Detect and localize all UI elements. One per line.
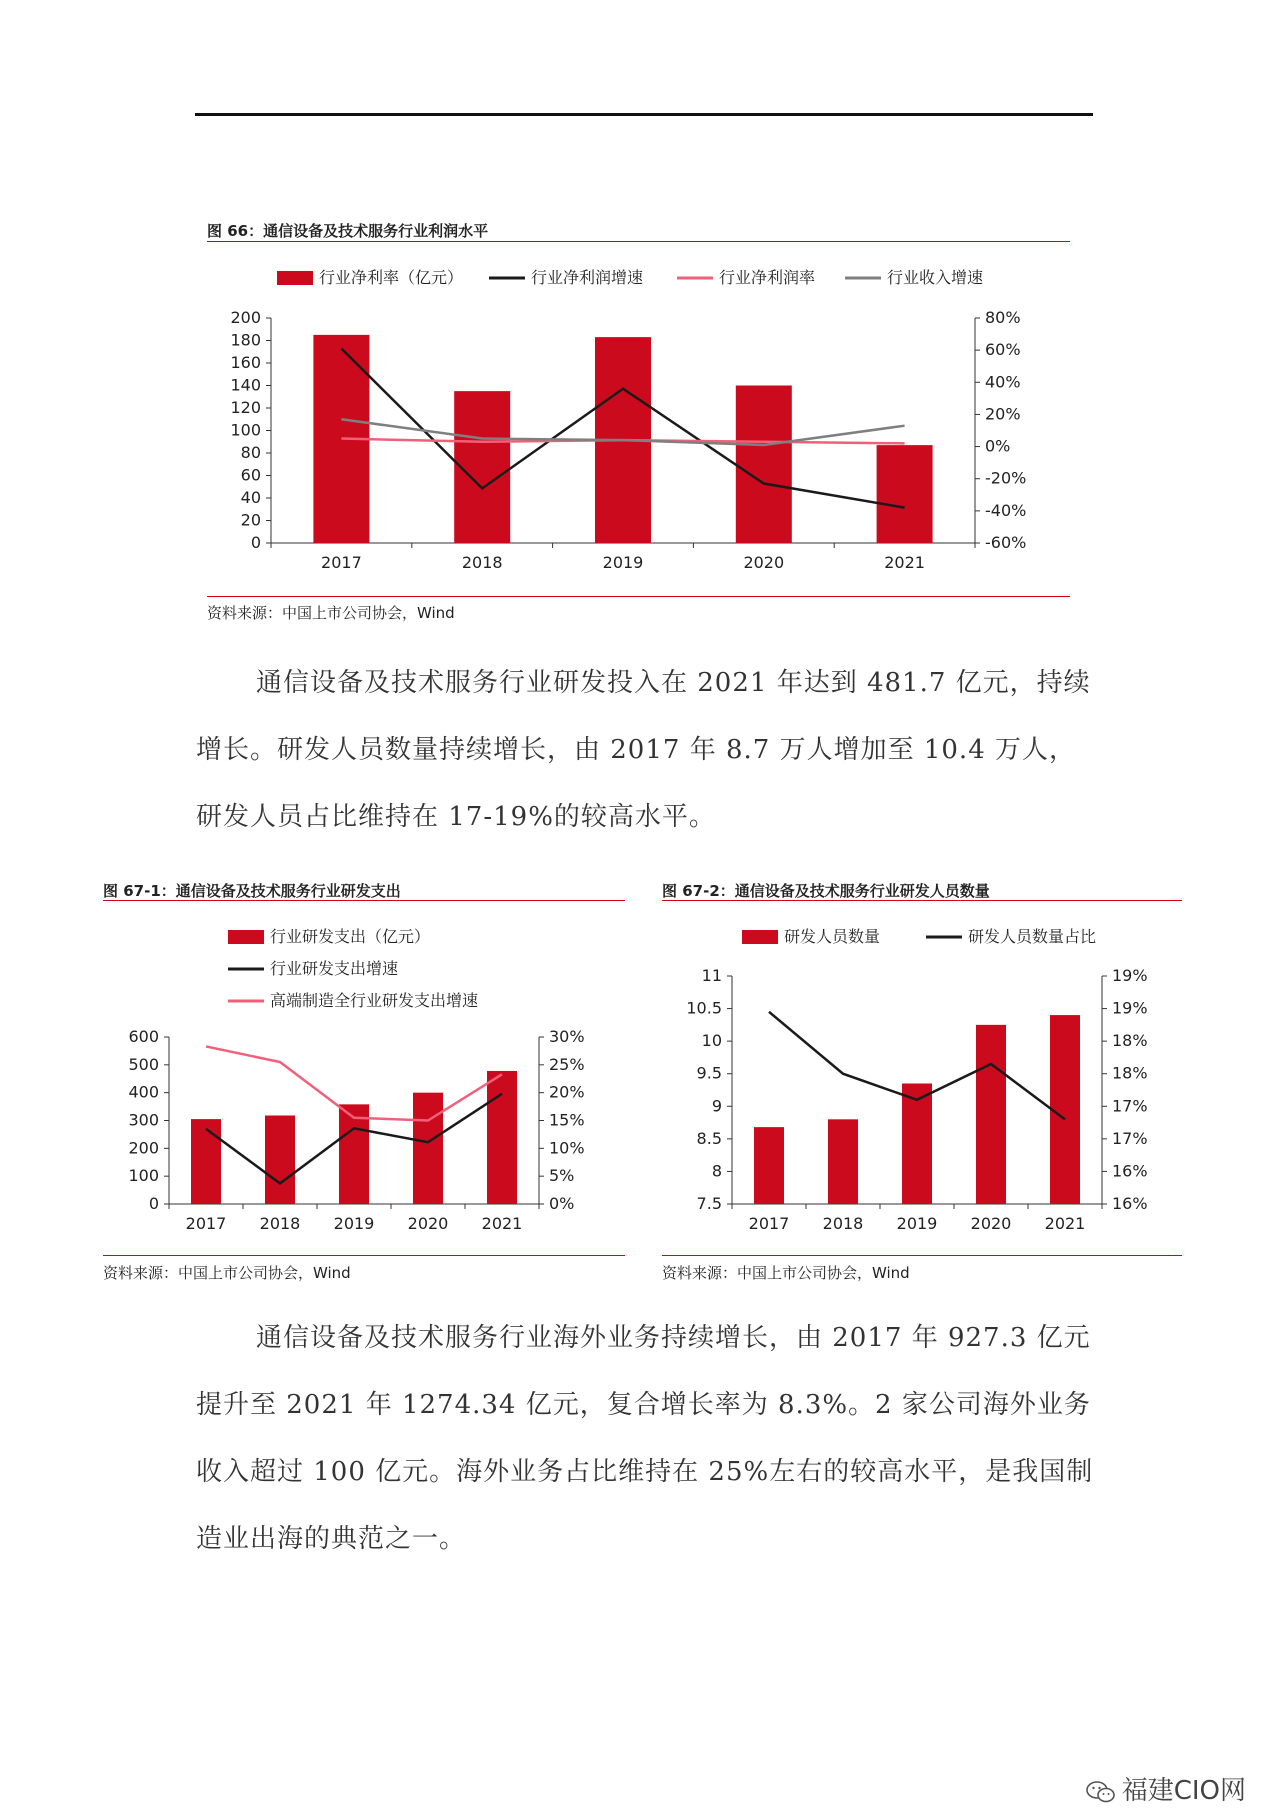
fig67-2-bar <box>976 1025 1006 1204</box>
fig67-2-left-tick-label: 10.5 <box>686 998 722 1018</box>
fig66-left-tick-label: 140 <box>230 375 261 395</box>
fig67-2-source-rule <box>662 1255 1182 1256</box>
paragraph-1 <box>196 650 1096 851</box>
fig66-x-tick-label: 2018 <box>461 553 503 572</box>
fig67-2-right-tick-label: 16% <box>1112 1194 1148 1213</box>
fig67-2-left-tick-label: 8.5 <box>696 1128 722 1148</box>
fig66-left-tick-label: 200 <box>230 308 261 327</box>
fig67-2-legend-label: 研发人员数量占比 <box>968 927 1097 946</box>
fig67-1-bar <box>191 1119 221 1204</box>
fig67-2-x-tick-label: 2018 <box>822 1214 864 1233</box>
fig66-bar <box>877 445 933 543</box>
fig66-left-tick-label: 120 <box>230 398 261 417</box>
fig67-2-left-tick-label: 9 <box>711 1096 722 1116</box>
fig67-2-x-tick-label: 2019 <box>896 1214 938 1233</box>
fig67-2-legend-swatch <box>742 930 778 944</box>
fig66-x-tick-label: 2017 <box>321 553 362 572</box>
fig67-1-right-tick-label: 20% <box>549 1082 585 1102</box>
fig67-2-bar <box>1050 1015 1080 1204</box>
paragraph-2 <box>196 1305 1096 1573</box>
fig66-bar <box>736 386 792 544</box>
fig67-2-x-tick-label: 2017 <box>748 1214 790 1233</box>
fig66-right-tick-label: 0% <box>985 436 1011 456</box>
fig66-source: 资料来源：中国上市公司协会，Wind <box>207 604 455 622</box>
fig67-1-x-tick-label: 2018 <box>259 1214 301 1233</box>
fig67-2-right-tick-label: 17% <box>1112 1096 1148 1116</box>
fig66-source-rule <box>207 596 1070 597</box>
paragraph-1-text: 通信设备及技术服务行业研发投入在 2021 年达到 481.7 亿元，持续增长。研发人员数量持续增长，由 2017 年 8.7 万人增加至 10.4 万人，研发人员占比维持在 17-19%的较高水平。 <box>196 668 1091 832</box>
fig67-1-bar <box>487 1071 517 1204</box>
watermark-text: 福建CIO网 <box>1121 1776 1246 1806</box>
fig67-1-bar <box>265 1115 295 1204</box>
fig66-right-tick-label: 20% <box>985 404 1021 424</box>
fig67-1-source: 资料来源：中国上市公司协会，Wind <box>103 1264 351 1282</box>
fig67-1-left-tick-label: 100 <box>128 1166 159 1186</box>
fig67-1-left-tick-label: 0 <box>148 1194 159 1213</box>
fig67-1-x-tick-label: 2020 <box>407 1214 449 1233</box>
fig67-1-title-rule <box>103 900 625 901</box>
fig66-x-tick-label: 2021 <box>884 553 925 572</box>
fig67-2-x-tick-label: 2021 <box>1044 1214 1086 1233</box>
fig66-left-tick-label: 20 <box>240 510 261 530</box>
fig67-2-title: 图 67-2：通信设备及技术服务行业研发人员数量 <box>662 882 990 900</box>
fig66-chart <box>207 255 1077 575</box>
header-rule <box>195 113 1093 116</box>
fig66-left-tick-label: 60 <box>240 465 261 485</box>
fig67-2-left-tick-label: 10 <box>701 1031 722 1051</box>
fig66-legend-swatch <box>277 271 313 285</box>
fig67-1-legend-label: 行业研发支出（亿元） <box>270 927 431 946</box>
fig66-right-tick-label: 40% <box>985 372 1021 392</box>
fig66-right-tick-label: 80% <box>985 308 1021 327</box>
fig67-1-x-tick-label: 2021 <box>481 1214 523 1233</box>
fig66-legend-label: 行业净利润率 <box>719 268 816 287</box>
fig66-left-tick-label: 180 <box>230 330 261 350</box>
fig67-1-right-tick-label: 30% <box>549 1027 585 1046</box>
fig66-legend-label: 行业收入增速 <box>887 268 984 287</box>
fig67-1-left-tick-label: 300 <box>128 1110 159 1130</box>
fig67-1-left-tick-label: 200 <box>128 1138 159 1158</box>
paragraph-2-text: 通信设备及技术服务行业海外业务持续增长，由 2017 年 927.3 亿元提升至 2021 年 1274.34 亿元，复合增长率为 8.3%。2 家公司海外业务收入超过 100 亿元。海外业务占比维持在 25%左右的较高水平，是我国制造业出海的典范之一。 <box>196 1323 1094 1554</box>
fig66-legend-label: 行业净利率（亿元） <box>319 268 464 287</box>
fig67-1-chart <box>103 912 628 1242</box>
fig66-left-tick-label: 0 <box>250 533 261 552</box>
fig67-2-bar <box>828 1119 858 1204</box>
fig67-2-bar <box>902 1083 932 1204</box>
fig67-1-title: 图 67-1：通信设备及技术服务行业研发支出 <box>103 882 401 900</box>
fig66-x-tick-label: 2019 <box>602 553 644 572</box>
fig67-2-right-tick-label: 19% <box>1112 998 1148 1018</box>
fig67-1-source-rule <box>103 1255 625 1256</box>
fig66-right-tick-label: 60% <box>985 340 1021 360</box>
fig67-2-chart <box>662 912 1184 1242</box>
fig66-right-tick-label: -20% <box>985 468 1027 488</box>
fig67-1-x-tick-label: 2017 <box>185 1214 227 1233</box>
fig67-1-right-tick-label: 5% <box>549 1166 575 1186</box>
fig67-2-legend-label: 研发人员数量 <box>784 927 881 946</box>
fig67-2-bar <box>754 1127 784 1204</box>
fig67-2-title-rule <box>662 900 1182 901</box>
fig67-2-right-tick-label: 16% <box>1112 1161 1148 1181</box>
fig66-title-rule <box>207 241 1070 242</box>
fig67-2-right-tick-label: 17% <box>1112 1128 1148 1148</box>
fig67-1-legend-label: 行业研发支出增速 <box>270 959 399 978</box>
fig66-right-tick-label: -40% <box>985 500 1027 520</box>
fig67-2-left-tick-label: 7.5 <box>696 1194 722 1213</box>
fig66-left-tick-label: 80 <box>240 443 261 462</box>
fig67-1-left-tick-label: 400 <box>128 1082 159 1102</box>
fig67-2-right-tick-label: 18% <box>1112 1063 1148 1083</box>
fig66-title: 图 66：通信设备及技术服务行业利润水平 <box>207 222 489 240</box>
fig67-2-right-tick-label: 18% <box>1112 1031 1148 1051</box>
fig67-1-left-tick-label: 500 <box>128 1054 159 1074</box>
fig66-left-tick-label: 100 <box>230 420 261 440</box>
fig67-1-x-tick-label: 2019 <box>333 1214 375 1233</box>
fig67-2-source: 资料来源：中国上市公司协会，Wind <box>662 1264 910 1282</box>
fig66-bar <box>454 391 510 543</box>
fig67-2-right-tick-label: 19% <box>1112 966 1148 985</box>
fig66-legend-label: 行业净利润增速 <box>531 268 644 287</box>
fig67-1-right-tick-label: 0% <box>549 1194 575 1213</box>
fig66-x-tick-label: 2020 <box>743 553 785 572</box>
fig67-2-left-tick-label: 9.5 <box>696 1063 722 1083</box>
fig67-2-x-tick-label: 2020 <box>970 1214 1012 1233</box>
fig67-1-legend-label: 高端制造全行业研发支出增速 <box>270 991 479 1010</box>
fig67-1-legend-swatch <box>228 930 264 944</box>
fig67-2-left-tick-label: 8 <box>711 1161 722 1181</box>
fig67-1-left-tick-label: 600 <box>128 1027 159 1046</box>
fig66-right-tick-label: -60% <box>985 533 1027 552</box>
fig67-1-bar <box>413 1093 443 1204</box>
fig67-1-right-tick-label: 10% <box>549 1138 585 1158</box>
fig66-left-tick-label: 160 <box>230 353 261 372</box>
fig66-left-tick-label: 40 <box>240 488 261 507</box>
fig67-1-right-tick-label: 25% <box>549 1054 585 1074</box>
fig67-1-right-tick-label: 15% <box>549 1110 585 1130</box>
watermark <box>1086 1770 1246 1807</box>
fig67-2-left-tick-label: 11 <box>701 966 722 985</box>
wechat-icon <box>1086 1780 1116 1804</box>
